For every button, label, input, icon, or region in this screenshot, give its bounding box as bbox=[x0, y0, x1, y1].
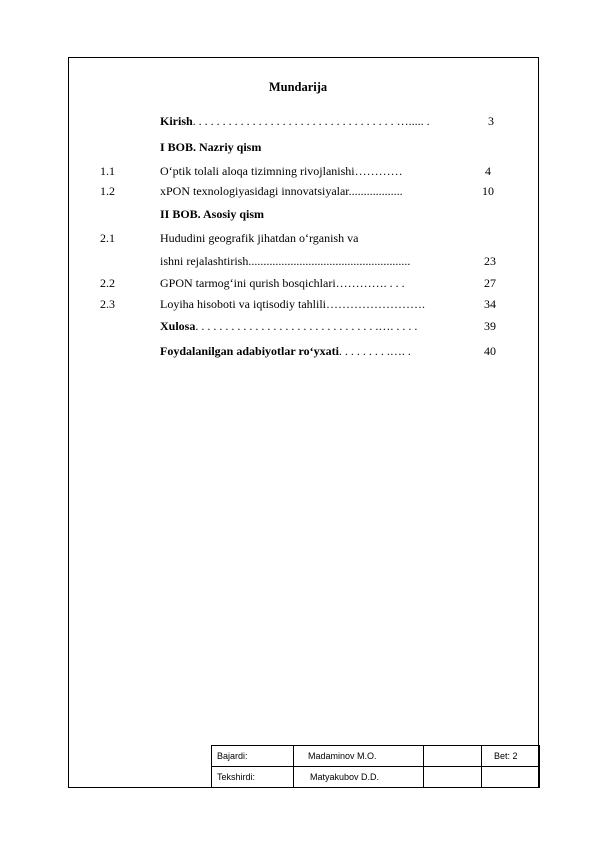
toc-number: 2.3 bbox=[100, 297, 115, 311]
toc-page: 40 bbox=[484, 344, 496, 358]
toc-number: 2.1 bbox=[100, 231, 115, 245]
toc-page: 27 bbox=[484, 276, 496, 290]
sheet-number: Bet: 2 bbox=[482, 746, 540, 767]
toc-entry-kirish: Kirish. . . . . . . . . . . . . . . . . . . . . . . . . . . . . . . . . . …..... . bbox=[160, 114, 430, 128]
toc-entry: GPON tarmog‘ini qurish bosqichlari…………. . . . bbox=[160, 276, 405, 290]
checked-by-label: Tekshirdi: bbox=[212, 767, 294, 788]
toc-page: 39 bbox=[484, 319, 496, 333]
performed-by-label: Bajardi: bbox=[212, 746, 294, 767]
toc-entry: ishni rejalashtirish...................................................... bbox=[160, 254, 411, 268]
toc-entry: O‘ptik tolali aloqa tizimning rivojlanishi………… bbox=[160, 164, 403, 178]
toc-entry: xPON texnologiyasidagi innovatsiyalar.................. bbox=[160, 184, 403, 198]
title-block bbox=[211, 745, 540, 788]
toc-chapter-1: I BOB. Nazriy qism bbox=[160, 140, 262, 154]
toc-chapter-2: II BOB. Asosiy qism bbox=[160, 207, 265, 221]
toc-entry-references: Foydalanilgan adabiyotlar ro‘yxati. . . . . . . . .…. . bbox=[160, 344, 411, 358]
performed-by-name: Madaminov M.O. bbox=[294, 746, 424, 767]
toc-number: 1.2 bbox=[100, 184, 115, 198]
page-title: Mundarija bbox=[268, 80, 328, 94]
toc-page: 4 bbox=[485, 164, 491, 178]
empty-cell bbox=[482, 767, 540, 788]
toc-page: 23 bbox=[484, 254, 496, 268]
toc-number: 1.1 bbox=[100, 164, 115, 178]
toc-page: 10 bbox=[482, 184, 494, 198]
toc-entry: Loyiha hisoboti va iqtisodiy tahlili……………………. bbox=[160, 297, 425, 311]
toc-page: 3 bbox=[488, 114, 494, 128]
toc-entry: Hududini geografik jihatdan o‘rganish va bbox=[160, 231, 359, 245]
toc-entry-xulosa: Xulosa. . . . . . . . . . . . . . . . . . . . . . . . . . . . . . .…. . . . . bbox=[160, 319, 418, 333]
empty-cell bbox=[424, 746, 482, 767]
toc-number: 2.2 bbox=[100, 276, 115, 290]
toc-page: 34 bbox=[484, 297, 496, 311]
empty-cell bbox=[424, 767, 482, 788]
checked-by-name: Matyakubov D.D. bbox=[294, 767, 424, 788]
